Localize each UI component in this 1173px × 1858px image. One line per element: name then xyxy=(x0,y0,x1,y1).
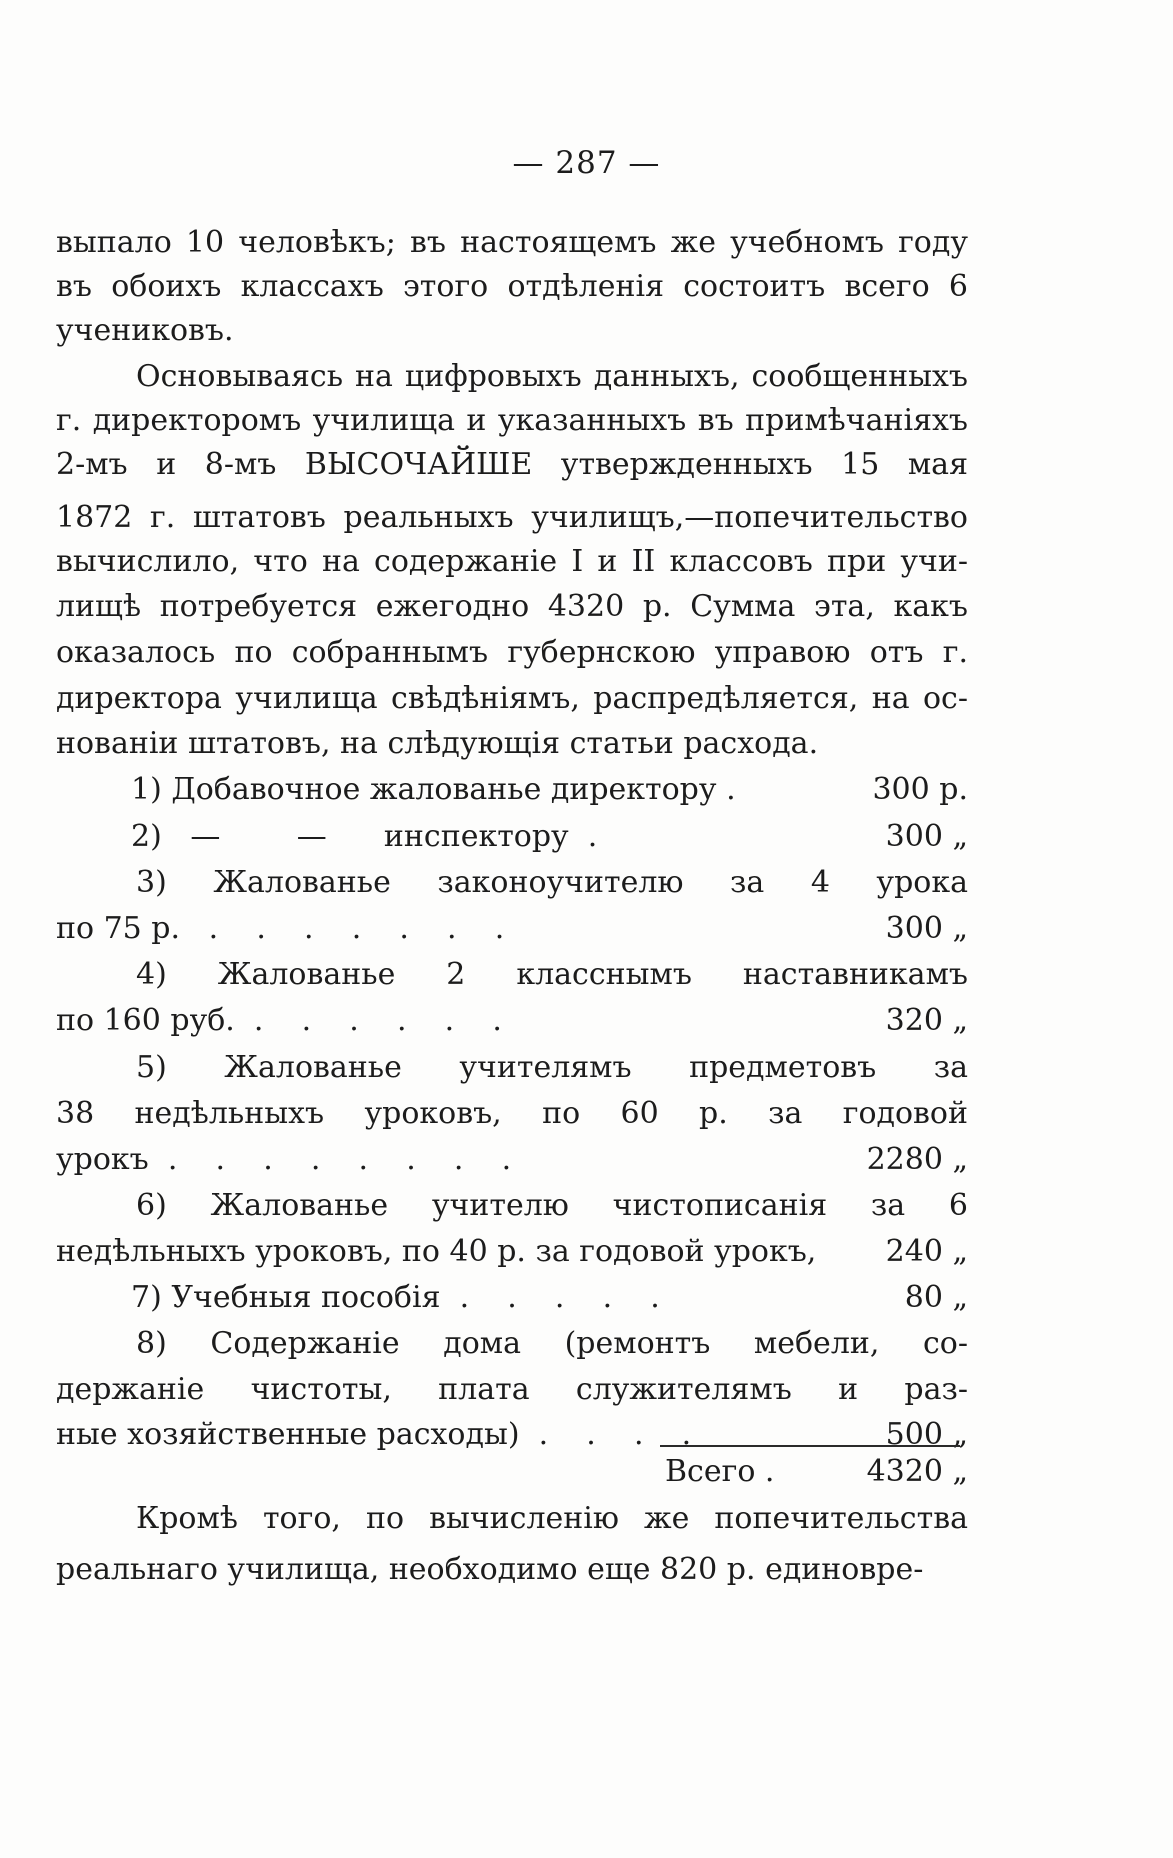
expense-amount: 300 р. xyxy=(872,772,968,807)
expense-label: 5) Жалованье учителямъ предметовъ за xyxy=(136,1050,968,1085)
expense-amount: 80 „ xyxy=(904,1280,968,1315)
expense-item xyxy=(56,999,968,1043)
text-line: 1872 г. штатовъ реальныхъ училищъ,—попечительство xyxy=(56,500,968,535)
expense-item xyxy=(56,907,968,951)
expense-item xyxy=(56,815,968,859)
text-line: вычислило, что на содержаніе I и II классовъ при учи- xyxy=(56,544,968,579)
expense-amount: 2280 „ xyxy=(866,1142,968,1177)
expense-label: держаніе чистоты, плата служителямъ и раз- xyxy=(56,1372,968,1407)
expense-amount: 320 „ xyxy=(885,1003,968,1038)
text-line: нованіи штатовъ, на слѣдующія статьи расхода. xyxy=(56,726,819,761)
text-line: Основываясь на цифровыхъ данныхъ, сообщенныхъ xyxy=(136,359,968,394)
page-number: — 287 — xyxy=(512,145,661,181)
expense-label: недѣльныхъ уроковъ, по 40 р. за годовой урокъ, xyxy=(56,1234,817,1269)
text-line: г. директоромъ училища и указанныхъ въ примѣчаніяхъ xyxy=(56,403,968,438)
expense-item xyxy=(56,1230,968,1274)
expense-label: ные хозяйственные расходы) . . . . xyxy=(56,1417,692,1452)
expense-label: 1) Добавочное жалованье директору . xyxy=(131,772,736,807)
total-amount: 4320 „ xyxy=(866,1454,968,1489)
expense-label: 2) — — инспектору . xyxy=(131,819,598,854)
expense-item xyxy=(56,768,968,812)
expense-item xyxy=(56,1138,968,1182)
text-line: 2-мъ и 8-мъ ВЫСОЧАЙШЕ утвержденныхъ 15 мая xyxy=(56,447,968,482)
text-line: лищѣ потребуется ежегодно 4320 р. Сумма эта, какъ xyxy=(56,589,968,624)
expense-item xyxy=(56,1413,968,1457)
expense-amount: 500 „ xyxy=(885,1417,968,1452)
expense-amount: 240 „ xyxy=(885,1234,968,1269)
text-line: реальнаго училища, необходимо еще 820 р. единовре- xyxy=(56,1552,924,1587)
expense-label: 7) Учебныя пособія . . . . . xyxy=(131,1280,660,1315)
expense-label: урокъ . . . . . . . . xyxy=(56,1142,512,1177)
expense-label: 4) Жалованье 2 класснымъ наставникамъ xyxy=(136,957,968,992)
sum-rule xyxy=(660,1445,960,1447)
expense-item xyxy=(56,1276,968,1320)
expense-label: по 75 р. . . . . . . . xyxy=(56,911,505,946)
expense-label: 38 недѣльныхъ уроковъ, по 60 р. за годовой xyxy=(56,1096,968,1131)
text-line: директора училища свѣдѣніямъ, распредѣляется, на ос- xyxy=(56,681,968,716)
text-line: учениковъ. xyxy=(56,313,234,348)
expense-amount: 300 „ xyxy=(885,911,968,946)
text-line: оказалось по собраннымъ губернскою управою отъ г. xyxy=(56,635,968,670)
text-line: въ обоихъ классахъ этого отдѣленія состоитъ всего 6 xyxy=(56,269,968,304)
expense-label: 3) Жалованье законоучителю за 4 урока xyxy=(136,865,968,900)
total-label: Всего . xyxy=(665,1454,775,1489)
expense-label: 8) Содержаніе дома (ремонтъ мебели, со- xyxy=(136,1326,968,1361)
text-line: выпало 10 человѣкъ; въ настоящемъ же учебномъ году xyxy=(56,225,968,260)
expense-amount: 300 „ xyxy=(885,819,968,854)
expense-label: по 160 руб. . . . . . . xyxy=(56,1003,502,1038)
text-line: Кромѣ того, по вычисленію же попечительства xyxy=(136,1501,968,1536)
expense-label: 6) Жалованье учителю чистописанія за 6 xyxy=(136,1188,968,1223)
